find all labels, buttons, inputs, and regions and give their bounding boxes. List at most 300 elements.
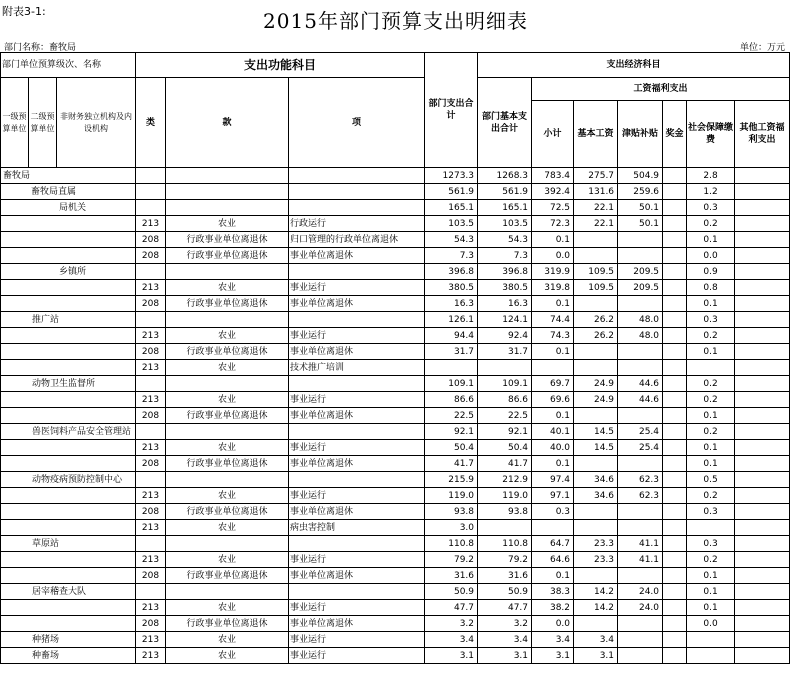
basic-cell: 79.2 <box>478 552 532 568</box>
table-row <box>1 232 790 248</box>
subtotal-cell: 783.4 <box>532 168 574 184</box>
lei-cell: 208 <box>136 408 166 424</box>
lei-cell <box>136 472 166 488</box>
total-cell: 3.2 <box>425 616 478 632</box>
subtotal-cell: 0.1 <box>532 344 574 360</box>
allow-cell: 62.3 <box>618 488 663 504</box>
lei-cell: 208 <box>136 344 166 360</box>
other-cell <box>735 648 790 664</box>
header-economic-group: 支出经济科目 <box>478 53 790 78</box>
total-cell: 50.9 <box>425 584 478 600</box>
total-cell: 110.8 <box>425 536 478 552</box>
other-cell <box>735 584 790 600</box>
other-cell <box>735 360 790 376</box>
xiang-cell: 行政运行 <box>289 216 425 232</box>
lei-cell: 208 <box>136 456 166 472</box>
total-cell: 1273.3 <box>425 168 478 184</box>
other-cell <box>735 440 790 456</box>
allow-cell <box>618 248 663 264</box>
base-cell: 3.1 <box>574 648 618 664</box>
header-level3: 非财务独立机构及内设机构 <box>57 78 136 168</box>
table-row <box>1 344 790 360</box>
unit-name-cell <box>1 456 136 472</box>
bonus-cell <box>663 264 687 280</box>
header-level1: 一级预算单位 <box>1 78 29 168</box>
basic-cell: 50.4 <box>478 440 532 456</box>
basic-cell: 561.9 <box>478 184 532 200</box>
other-cell <box>735 408 790 424</box>
header-function-group: 支出功能科目 <box>136 53 425 78</box>
subtotal-cell: 0.0 <box>532 248 574 264</box>
basic-cell: 3.1 <box>478 648 532 664</box>
total-cell: 380.5 <box>425 280 478 296</box>
basic-cell: 103.5 <box>478 216 532 232</box>
unit-name-cell <box>1 216 136 232</box>
kuan-cell: 农业 <box>166 392 289 408</box>
bonus-cell <box>663 344 687 360</box>
unit-label: 单位：万元 <box>739 43 785 53</box>
unit-name-cell <box>1 616 136 632</box>
base-cell <box>574 456 618 472</box>
base-cell: 23.3 <box>574 552 618 568</box>
social-cell: 0.3 <box>687 504 735 520</box>
xiang-cell: 事业单位离退休 <box>289 568 425 584</box>
kuan-cell: 农业 <box>166 632 289 648</box>
kuan-cell: 农业 <box>166 488 289 504</box>
bonus-cell <box>663 632 687 648</box>
allow-cell: 44.6 <box>618 376 663 392</box>
basic-cell: 109.1 <box>478 376 532 392</box>
subtotal-cell <box>532 360 574 376</box>
xiang-cell <box>289 424 425 440</box>
kuan-cell: 农业 <box>166 440 289 456</box>
bonus-cell <box>663 536 687 552</box>
bonus-cell <box>663 312 687 328</box>
bonus-cell <box>663 568 687 584</box>
basic-cell: 92.4 <box>478 328 532 344</box>
unit-name-cell <box>1 568 136 584</box>
bonus-cell <box>663 408 687 424</box>
header-kuan: 款 <box>166 78 289 168</box>
total-cell: 22.5 <box>425 408 478 424</box>
header-basic-total: 部门基本支出合计 <box>478 78 532 168</box>
other-cell <box>735 184 790 200</box>
budget-table <box>0 52 790 664</box>
header-row-2 <box>1 78 790 101</box>
bonus-cell <box>663 472 687 488</box>
xiang-cell: 事业运行 <box>289 648 425 664</box>
basic-cell: 110.8 <box>478 536 532 552</box>
bonus-cell <box>663 216 687 232</box>
social-cell: 0.2 <box>687 392 735 408</box>
table-row <box>1 392 790 408</box>
subtotal-cell: 72.3 <box>532 216 574 232</box>
bonus-cell <box>663 648 687 664</box>
table-row <box>1 600 790 616</box>
basic-cell: 50.9 <box>478 584 532 600</box>
xiang-cell: 事业单位离退休 <box>289 296 425 312</box>
allow-cell <box>618 568 663 584</box>
kuan-cell: 行政事业单位离退休 <box>166 296 289 312</box>
total-cell: 3.4 <box>425 632 478 648</box>
total-cell: 79.2 <box>425 552 478 568</box>
subtotal-cell: 72.5 <box>532 200 574 216</box>
xiang-cell <box>289 312 425 328</box>
base-cell <box>574 408 618 424</box>
allow-cell <box>618 648 663 664</box>
lei-cell: 208 <box>136 504 166 520</box>
table-row <box>1 312 790 328</box>
social-cell <box>687 648 735 664</box>
other-cell <box>735 504 790 520</box>
subtotal-cell: 0.1 <box>532 408 574 424</box>
base-cell <box>574 360 618 376</box>
allow-cell: 504.9 <box>618 168 663 184</box>
xiang-cell: 事业单位离退休 <box>289 504 425 520</box>
bonus-cell <box>663 168 687 184</box>
total-cell: 119.0 <box>425 488 478 504</box>
header-other: 其他工资福利支出 <box>735 101 790 168</box>
basic-cell: 396.8 <box>478 264 532 280</box>
table-row <box>1 456 790 472</box>
table-row <box>1 424 790 440</box>
kuan-cell: 行政事业单位离退休 <box>166 248 289 264</box>
base-cell: 3.4 <box>574 632 618 648</box>
kuan-cell <box>166 376 289 392</box>
kuan-cell <box>166 584 289 600</box>
other-cell <box>735 280 790 296</box>
unit-name-cell <box>1 328 136 344</box>
social-cell: 0.1 <box>687 344 735 360</box>
subtotal-cell: 64.7 <box>532 536 574 552</box>
basic-cell: 3.4 <box>478 632 532 648</box>
lei-cell <box>136 376 166 392</box>
allow-cell: 24.0 <box>618 584 663 600</box>
base-cell <box>574 248 618 264</box>
total-cell: 165.1 <box>425 200 478 216</box>
lei-cell <box>136 312 166 328</box>
subtotal-cell: 64.6 <box>532 552 574 568</box>
base-cell: 14.2 <box>574 584 618 600</box>
total-cell: 31.7 <box>425 344 478 360</box>
basic-cell: 92.1 <box>478 424 532 440</box>
bonus-cell <box>663 200 687 216</box>
other-cell <box>735 568 790 584</box>
xiang-cell: 事业运行 <box>289 488 425 504</box>
social-cell: 2.8 <box>687 168 735 184</box>
header-subtotal: 小计 <box>532 101 574 168</box>
basic-cell: 124.1 <box>478 312 532 328</box>
bonus-cell <box>663 424 687 440</box>
table-row <box>1 200 790 216</box>
allow-cell: 41.1 <box>618 552 663 568</box>
subtotal-cell: 319.8 <box>532 280 574 296</box>
bonus-cell <box>663 184 687 200</box>
other-cell <box>735 312 790 328</box>
base-cell: 109.5 <box>574 280 618 296</box>
xiang-cell <box>289 536 425 552</box>
table-row <box>1 216 790 232</box>
total-cell: 103.5 <box>425 216 478 232</box>
bonus-cell <box>663 600 687 616</box>
bonus-cell <box>663 248 687 264</box>
bonus-cell <box>663 440 687 456</box>
social-cell: 0.5 <box>687 472 735 488</box>
other-cell <box>735 392 790 408</box>
kuan-cell: 行政事业单位离退休 <box>166 344 289 360</box>
kuan-cell <box>166 168 289 184</box>
bonus-cell <box>663 360 687 376</box>
allow-cell: 24.0 <box>618 600 663 616</box>
xiang-cell: 事业单位离退休 <box>289 616 425 632</box>
allow-cell <box>618 232 663 248</box>
kuan-cell: 行政事业单位离退休 <box>166 456 289 472</box>
base-cell: 26.2 <box>574 312 618 328</box>
social-cell: 0.2 <box>687 552 735 568</box>
xiang-cell: 事业运行 <box>289 600 425 616</box>
social-cell: 0.1 <box>687 408 735 424</box>
basic-cell: 380.5 <box>478 280 532 296</box>
xiang-cell: 事业运行 <box>289 632 425 648</box>
table-row <box>1 248 790 264</box>
bonus-cell <box>663 328 687 344</box>
subtotal-cell: 0.0 <box>532 616 574 632</box>
unit-name-cell <box>1 360 136 376</box>
basic-cell: 86.6 <box>478 392 532 408</box>
kuan-cell <box>166 424 289 440</box>
total-cell <box>425 360 478 376</box>
total-cell: 126.1 <box>425 312 478 328</box>
social-cell: 0.1 <box>687 440 735 456</box>
lei-cell <box>136 168 166 184</box>
other-cell <box>735 632 790 648</box>
basic-cell: 41.7 <box>478 456 532 472</box>
unit-name-cell <box>1 504 136 520</box>
subtotal-cell: 97.1 <box>532 488 574 504</box>
unit-name-cell <box>1 552 136 568</box>
total-cell: 94.4 <box>425 328 478 344</box>
base-cell: 23.3 <box>574 536 618 552</box>
kuan-cell: 行政事业单位离退休 <box>166 568 289 584</box>
total-cell: 47.7 <box>425 600 478 616</box>
header-allowance: 津贴补贴 <box>618 101 663 168</box>
subtotal-cell: 0.1 <box>532 296 574 312</box>
kuan-cell: 行政事业单位离退休 <box>166 408 289 424</box>
unit-name-cell <box>1 488 136 504</box>
other-cell <box>735 344 790 360</box>
subtotal-cell: 69.6 <box>532 392 574 408</box>
base-cell: 34.6 <box>574 488 618 504</box>
subtotal-cell: 40.0 <box>532 440 574 456</box>
other-cell <box>735 264 790 280</box>
table-row <box>1 584 790 600</box>
base-cell: 26.2 <box>574 328 618 344</box>
table-row <box>1 376 790 392</box>
lei-cell: 208 <box>136 232 166 248</box>
total-cell: 86.6 <box>425 392 478 408</box>
allow-cell: 25.4 <box>618 424 663 440</box>
base-cell <box>574 296 618 312</box>
xiang-cell: 事业运行 <box>289 552 425 568</box>
basic-cell: 7.3 <box>478 248 532 264</box>
unit-name-cell <box>1 600 136 616</box>
social-cell <box>687 632 735 648</box>
base-cell <box>574 232 618 248</box>
kuan-cell <box>166 264 289 280</box>
kuan-cell: 农业 <box>166 552 289 568</box>
bonus-cell <box>663 296 687 312</box>
unit-name-cell <box>1 520 136 536</box>
subtotal-cell: 3.1 <box>532 648 574 664</box>
basic-cell: 93.8 <box>478 504 532 520</box>
base-cell: 24.9 <box>574 376 618 392</box>
social-cell: 1.2 <box>687 184 735 200</box>
unit-name-cell: 乡镇所 <box>1 264 136 280</box>
header-bonus: 奖金 <box>663 101 687 168</box>
table-body <box>1 168 790 664</box>
xiang-cell <box>289 264 425 280</box>
unit-name-cell <box>1 344 136 360</box>
social-cell: 0.0 <box>687 248 735 264</box>
unit-name-cell <box>1 392 136 408</box>
total-cell: 16.3 <box>425 296 478 312</box>
bonus-cell <box>663 504 687 520</box>
allow-cell <box>618 520 663 536</box>
other-cell <box>735 168 790 184</box>
other-cell <box>735 248 790 264</box>
other-cell <box>735 200 790 216</box>
xiang-cell: 事业运行 <box>289 392 425 408</box>
allow-cell: 41.1 <box>618 536 663 552</box>
other-cell <box>735 536 790 552</box>
base-cell <box>574 344 618 360</box>
total-cell: 41.7 <box>425 456 478 472</box>
xiang-cell: 事业单位离退休 <box>289 408 425 424</box>
table-row <box>1 296 790 312</box>
table-row <box>1 328 790 344</box>
kuan-cell: 农业 <box>166 216 289 232</box>
appendix-label: 附表3-1: <box>2 5 46 18</box>
subtotal-cell: 38.3 <box>532 584 574 600</box>
unit-name-cell: 畜牧局 <box>1 168 136 184</box>
bonus-cell <box>663 488 687 504</box>
allow-cell <box>618 296 663 312</box>
other-cell <box>735 472 790 488</box>
header-base-wage: 基本工资 <box>574 101 618 168</box>
xiang-cell <box>289 184 425 200</box>
unit-name-cell: 居宰稽查大队 <box>1 584 136 600</box>
social-cell: 0.2 <box>687 424 735 440</box>
base-cell: 14.5 <box>574 440 618 456</box>
social-cell: 0.3 <box>687 536 735 552</box>
other-cell <box>735 616 790 632</box>
lei-cell: 208 <box>136 616 166 632</box>
bonus-cell <box>663 392 687 408</box>
other-cell <box>735 600 790 616</box>
table-row <box>1 632 790 648</box>
subtotal-cell: 319.9 <box>532 264 574 280</box>
table-row <box>1 168 790 184</box>
total-cell: 31.6 <box>425 568 478 584</box>
social-cell: 0.2 <box>687 488 735 504</box>
unit-name-cell: 局机关 <box>1 200 136 216</box>
lei-cell <box>136 264 166 280</box>
basic-cell <box>478 520 532 536</box>
total-cell: 3.0 <box>425 520 478 536</box>
lei-cell: 213 <box>136 488 166 504</box>
lei-cell: 213 <box>136 600 166 616</box>
base-cell: 34.6 <box>574 472 618 488</box>
kuan-cell: 农业 <box>166 328 289 344</box>
allow-cell: 44.6 <box>618 392 663 408</box>
allow-cell: 50.1 <box>618 216 663 232</box>
table-row <box>1 536 790 552</box>
lei-cell: 213 <box>136 392 166 408</box>
bonus-cell <box>663 376 687 392</box>
social-cell: 0.2 <box>687 376 735 392</box>
subtotal-cell: 97.4 <box>532 472 574 488</box>
social-cell: 0.1 <box>687 584 735 600</box>
total-cell: 7.3 <box>425 248 478 264</box>
unit-name-cell: 畜牧局直属 <box>1 184 136 200</box>
basic-cell: 212.9 <box>478 472 532 488</box>
xiang-cell: 技术推广培训 <box>289 360 425 376</box>
basic-cell <box>478 360 532 376</box>
table-row <box>1 440 790 456</box>
subtotal-cell: 0.3 <box>532 504 574 520</box>
base-cell: 275.7 <box>574 168 618 184</box>
department-name: 部门名称：畜牧局 <box>4 43 77 53</box>
other-cell <box>735 216 790 232</box>
kuan-cell <box>166 472 289 488</box>
allow-cell <box>618 408 663 424</box>
xiang-cell <box>289 168 425 184</box>
xiang-cell: 事业单位离退休 <box>289 248 425 264</box>
total-cell: 3.1 <box>425 648 478 664</box>
total-cell: 561.9 <box>425 184 478 200</box>
other-cell <box>735 328 790 344</box>
other-cell <box>735 552 790 568</box>
table-row <box>1 504 790 520</box>
basic-cell: 1268.3 <box>478 168 532 184</box>
basic-cell: 47.7 <box>478 600 532 616</box>
lei-cell: 213 <box>136 280 166 296</box>
other-cell <box>735 424 790 440</box>
subtotal-cell: 74.4 <box>532 312 574 328</box>
total-cell: 54.3 <box>425 232 478 248</box>
other-cell <box>735 376 790 392</box>
bonus-cell <box>663 584 687 600</box>
social-cell: 0.1 <box>687 456 735 472</box>
kuan-cell: 农业 <box>166 648 289 664</box>
base-cell: 24.9 <box>574 392 618 408</box>
basic-cell: 165.1 <box>478 200 532 216</box>
total-cell: 93.8 <box>425 504 478 520</box>
total-cell: 50.4 <box>425 440 478 456</box>
unit-name-cell <box>1 232 136 248</box>
subtotal-cell: 392.4 <box>532 184 574 200</box>
subtotal-cell: 40.1 <box>532 424 574 440</box>
xiang-cell: 事业单位离退休 <box>289 456 425 472</box>
table-row <box>1 280 790 296</box>
social-cell: 0.1 <box>687 600 735 616</box>
allow-cell: 48.0 <box>618 328 663 344</box>
unit-name-cell <box>1 408 136 424</box>
kuan-cell: 农业 <box>166 600 289 616</box>
xiang-cell: 事业单位离退休 <box>289 344 425 360</box>
lei-cell: 213 <box>136 440 166 456</box>
unit-name-cell: 种猪场 <box>1 632 136 648</box>
